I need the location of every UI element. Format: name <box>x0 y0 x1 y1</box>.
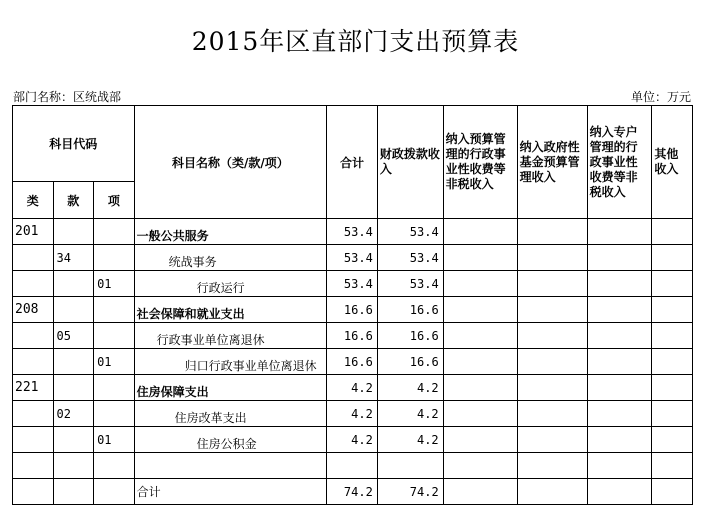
cell-name: 一般公共服务 <box>134 219 327 245</box>
cell-kuan: 34 <box>53 245 94 271</box>
table-row <box>13 323 693 349</box>
budget-table <box>12 105 693 505</box>
cell-empty <box>517 453 587 479</box>
table-row <box>13 375 693 401</box>
cell-empty <box>517 323 587 349</box>
header-xiang: 项 <box>94 182 135 219</box>
cell-lei: 201 <box>13 219 54 245</box>
cell-total: 53.4 <box>327 271 378 297</box>
cell-empty <box>443 271 517 297</box>
cell-empty <box>443 479 517 505</box>
table-row <box>13 401 693 427</box>
cell-name: 统战事务 <box>134 245 327 271</box>
cell-empty <box>53 479 94 505</box>
cell-total: 16.6 <box>327 349 378 375</box>
total-sum: 74.2 <box>327 479 378 505</box>
cell-kuan <box>53 375 94 401</box>
cell-lei <box>13 323 54 349</box>
total-fiscal: 74.2 <box>377 479 443 505</box>
cell-kuan <box>53 349 94 375</box>
cell-name: 住房改革支出 <box>134 401 327 427</box>
cell-empty <box>517 349 587 375</box>
cell-empty <box>517 245 587 271</box>
header-kuan: 款 <box>53 182 94 219</box>
header-fiscal: 财政拨款收入 <box>377 106 443 219</box>
cell-xiang <box>94 219 135 245</box>
cell-empty <box>517 375 587 401</box>
cell-fiscal: 16.6 <box>377 349 443 375</box>
cell-fiscal: 16.6 <box>377 323 443 349</box>
cell-empty <box>443 427 517 453</box>
table-row <box>13 297 693 323</box>
cell-empty <box>587 245 652 271</box>
cell-empty <box>13 453 54 479</box>
cell-empty <box>443 375 517 401</box>
cell-empty <box>652 479 693 505</box>
cell-lei <box>13 245 54 271</box>
department-label: 部门名称：区统战部 <box>13 90 122 104</box>
header-other: 其他收入 <box>652 106 693 219</box>
cell-empty <box>587 297 652 323</box>
cell-kuan: 05 <box>53 323 94 349</box>
header-lei: 类 <box>13 182 54 219</box>
cell-fiscal: 53.4 <box>377 219 443 245</box>
cell-empty <box>517 271 587 297</box>
cell-empty <box>652 427 693 453</box>
cell-kuan <box>53 297 94 323</box>
cell-empty <box>517 479 587 505</box>
cell-xiang: 01 <box>94 271 135 297</box>
cell-name: 住房保障支出 <box>134 375 327 401</box>
cell-fiscal: 53.4 <box>377 245 443 271</box>
cell-xiang <box>94 245 135 271</box>
cell-empty <box>587 427 652 453</box>
cell-fiscal: 4.2 <box>377 427 443 453</box>
cell-empty <box>53 453 94 479</box>
cell-empty <box>652 245 693 271</box>
cell-empty <box>652 297 693 323</box>
cell-total: 4.2 <box>327 427 378 453</box>
cell-empty <box>652 401 693 427</box>
cell-empty <box>652 375 693 401</box>
cell-empty <box>517 401 587 427</box>
cell-empty <box>13 479 54 505</box>
total-label: 合计 <box>134 479 327 505</box>
cell-empty <box>377 453 443 479</box>
header-subject-name: 科目名称（类/款/项） <box>134 106 327 219</box>
header-subject-code: 科目代码 <box>13 106 135 182</box>
cell-empty <box>517 219 587 245</box>
table-row-empty <box>13 453 693 479</box>
total-row <box>13 479 693 505</box>
cell-name: 住房公积金 <box>134 427 327 453</box>
cell-empty <box>587 453 652 479</box>
cell-lei <box>13 271 54 297</box>
cell-empty <box>443 401 517 427</box>
cell-xiang <box>94 375 135 401</box>
cell-name: 社会保障和就业支出 <box>134 297 327 323</box>
cell-empty <box>587 323 652 349</box>
cell-empty <box>443 453 517 479</box>
cell-lei <box>13 349 54 375</box>
header-gov-fund: 纳入政府性基金预算管理收入 <box>517 106 587 219</box>
cell-empty <box>517 427 587 453</box>
cell-total: 16.6 <box>327 297 378 323</box>
cell-empty <box>517 297 587 323</box>
cell-total: 4.2 <box>327 375 378 401</box>
cell-empty <box>587 271 652 297</box>
header-total: 合计 <box>327 106 378 219</box>
cell-empty <box>443 349 517 375</box>
cell-fiscal: 16.6 <box>377 297 443 323</box>
cell-xiang <box>94 323 135 349</box>
cell-empty <box>652 271 693 297</box>
page-title: 2015年区直部门支出预算表 <box>191 27 520 56</box>
cell-empty <box>587 479 652 505</box>
cell-total: 53.4 <box>327 245 378 271</box>
cell-total: 53.4 <box>327 219 378 245</box>
cell-empty <box>587 401 652 427</box>
cell-lei <box>13 401 54 427</box>
header-special-account: 纳入专户管理的行政事业性收费等非税收入 <box>587 106 652 219</box>
cell-fiscal: 4.2 <box>377 375 443 401</box>
cell-kuan <box>53 219 94 245</box>
cell-empty <box>587 219 652 245</box>
cell-empty <box>94 479 135 505</box>
cell-empty <box>443 245 517 271</box>
cell-fiscal: 53.4 <box>377 271 443 297</box>
cell-total: 16.6 <box>327 323 378 349</box>
cell-empty <box>443 219 517 245</box>
table-row <box>13 427 693 453</box>
cell-empty <box>587 375 652 401</box>
cell-empty <box>652 219 693 245</box>
cell-name: 行政事业单位离退休 <box>134 323 327 349</box>
cell-empty <box>443 297 517 323</box>
cell-name: 行政运行 <box>134 271 327 297</box>
cell-kuan <box>53 271 94 297</box>
cell-xiang: 01 <box>94 427 135 453</box>
cell-fiscal: 4.2 <box>377 401 443 427</box>
cell-empty <box>587 349 652 375</box>
cell-lei: 221 <box>13 375 54 401</box>
cell-lei: 208 <box>13 297 54 323</box>
unit-label: 单位：万元 <box>630 90 691 104</box>
cell-empty <box>94 453 135 479</box>
cell-empty <box>443 323 517 349</box>
cell-total: 4.2 <box>327 401 378 427</box>
cell-xiang <box>94 297 135 323</box>
header-budget-admin: 纳入预算管理的行政事业性收费等非税收入 <box>443 106 517 219</box>
cell-kuan: 02 <box>53 401 94 427</box>
cell-empty <box>652 349 693 375</box>
cell-xiang <box>94 401 135 427</box>
table-row <box>13 245 693 271</box>
cell-xiang: 01 <box>94 349 135 375</box>
table-row <box>13 349 693 375</box>
cell-empty <box>652 323 693 349</box>
cell-empty <box>327 453 378 479</box>
table-row <box>13 271 693 297</box>
cell-lei <box>13 427 54 453</box>
table-row <box>13 219 693 245</box>
cell-empty <box>652 453 693 479</box>
cell-empty <box>134 453 327 479</box>
cell-kuan <box>53 427 94 453</box>
cell-name: 归口行政事业单位离退休 <box>134 349 327 375</box>
